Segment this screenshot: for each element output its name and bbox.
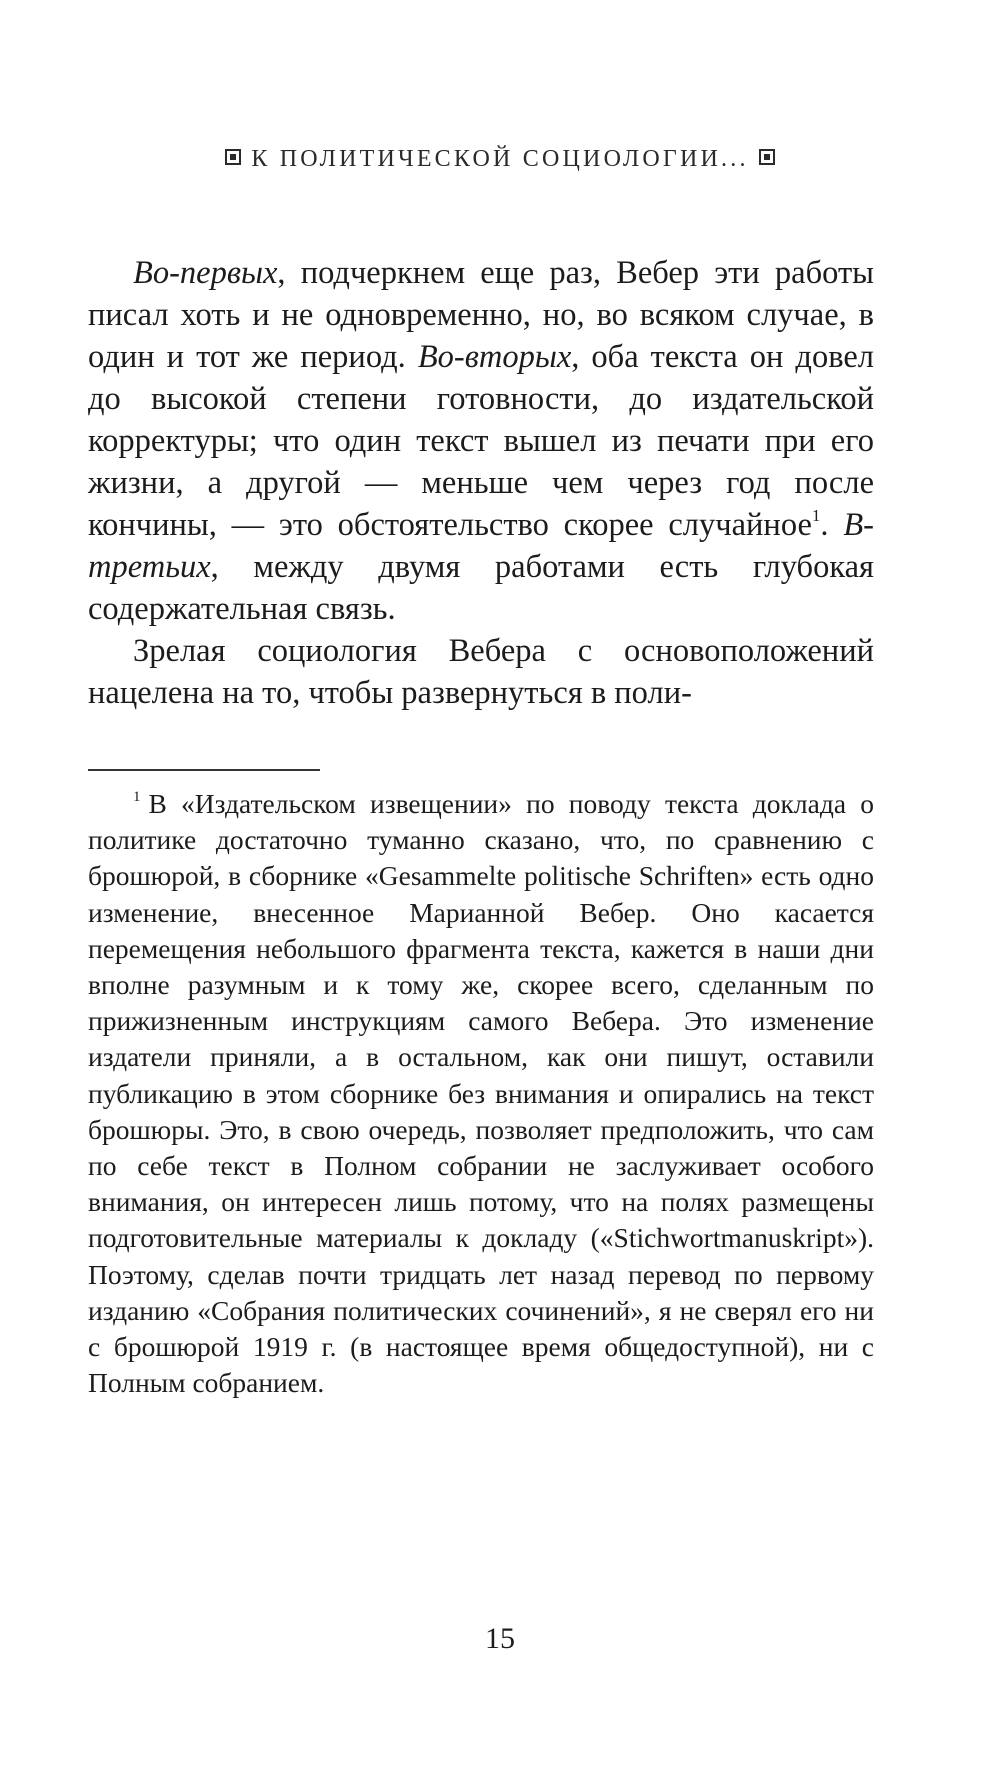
text-run: . <box>820 507 844 543</box>
footnote-text: В «Издательском извещении» по поводу текста доклада о политике достаточно туманно сказано, что, по сравнению с брошюрой, в сборнике «Gesammelte politische Schriften» есть одно изменение, внесенное Марианной Вебер. Оно касается перемещения небольшого фрагмента текста, кажется в наши дни вполне разумным и к тому же, скорее всего, сделанным по прижизненным инструкциям самого Вебера. Это изменение издатели приняли, а в остальном, как они пишут, оставили публикацию в этом сборнике без внимания и опирались на текст брошюры. Это, в свою очередь, позволяет предположить, что сам по себе текст в Полном собрании не заслуживает особого внимания, он интересен лишь потому, что на полях размещены подготовительные материалы к докладу («Stichwortmanuskript»). Поэтому, сделав почти тридцать лет назад перевод по первому изданию «Собрания политических сочинений», я не сверял его ни с брошюрой 1919 г. (в настоящее время общедоступной), ни с Полным собранием. <box>88 788 874 1399</box>
text-run: , подчеркнем еще раз, Вебер эти работы писал хоть и не одновременно, но, во всяком случае, в один и тот же период. <box>88 255 874 375</box>
italic-phrase: Во-первых <box>133 255 278 291</box>
text-run: , оба текста он довел до высокой степени готовности, до издательской корректуры; что один текст вышел из печати при его жизни, а другой — меньше чем через год после кончины, — это обстоятельство скорее случайное <box>88 339 874 543</box>
text-run: , между двумя работами есть глубокая содержательная связь. <box>88 549 874 627</box>
italic-phrase: В-третьих <box>88 507 874 585</box>
footnote-separator <box>88 769 320 771</box>
paragraph <box>88 252 874 630</box>
ornament-square-icon <box>225 149 241 165</box>
footnote <box>88 786 874 1401</box>
paragraph: Зрелая социология Вебера с основоположений нацелена на то, чтобы развернуться в поли- <box>88 633 874 711</box>
running-head-title: К ПОЛИТИЧЕСКОЙ СОЦИОЛОГИИ... <box>251 146 749 172</box>
italic-phrase: Во-вторых <box>417 339 572 375</box>
footnote-number: 1 <box>133 789 141 805</box>
page-number: 15 <box>485 1622 515 1655</box>
footnote-reference[interactable]: 1 <box>811 506 821 525</box>
main-text <box>88 252 874 714</box>
ornament-square-icon <box>759 149 775 165</box>
running-head <box>0 146 1000 173</box>
